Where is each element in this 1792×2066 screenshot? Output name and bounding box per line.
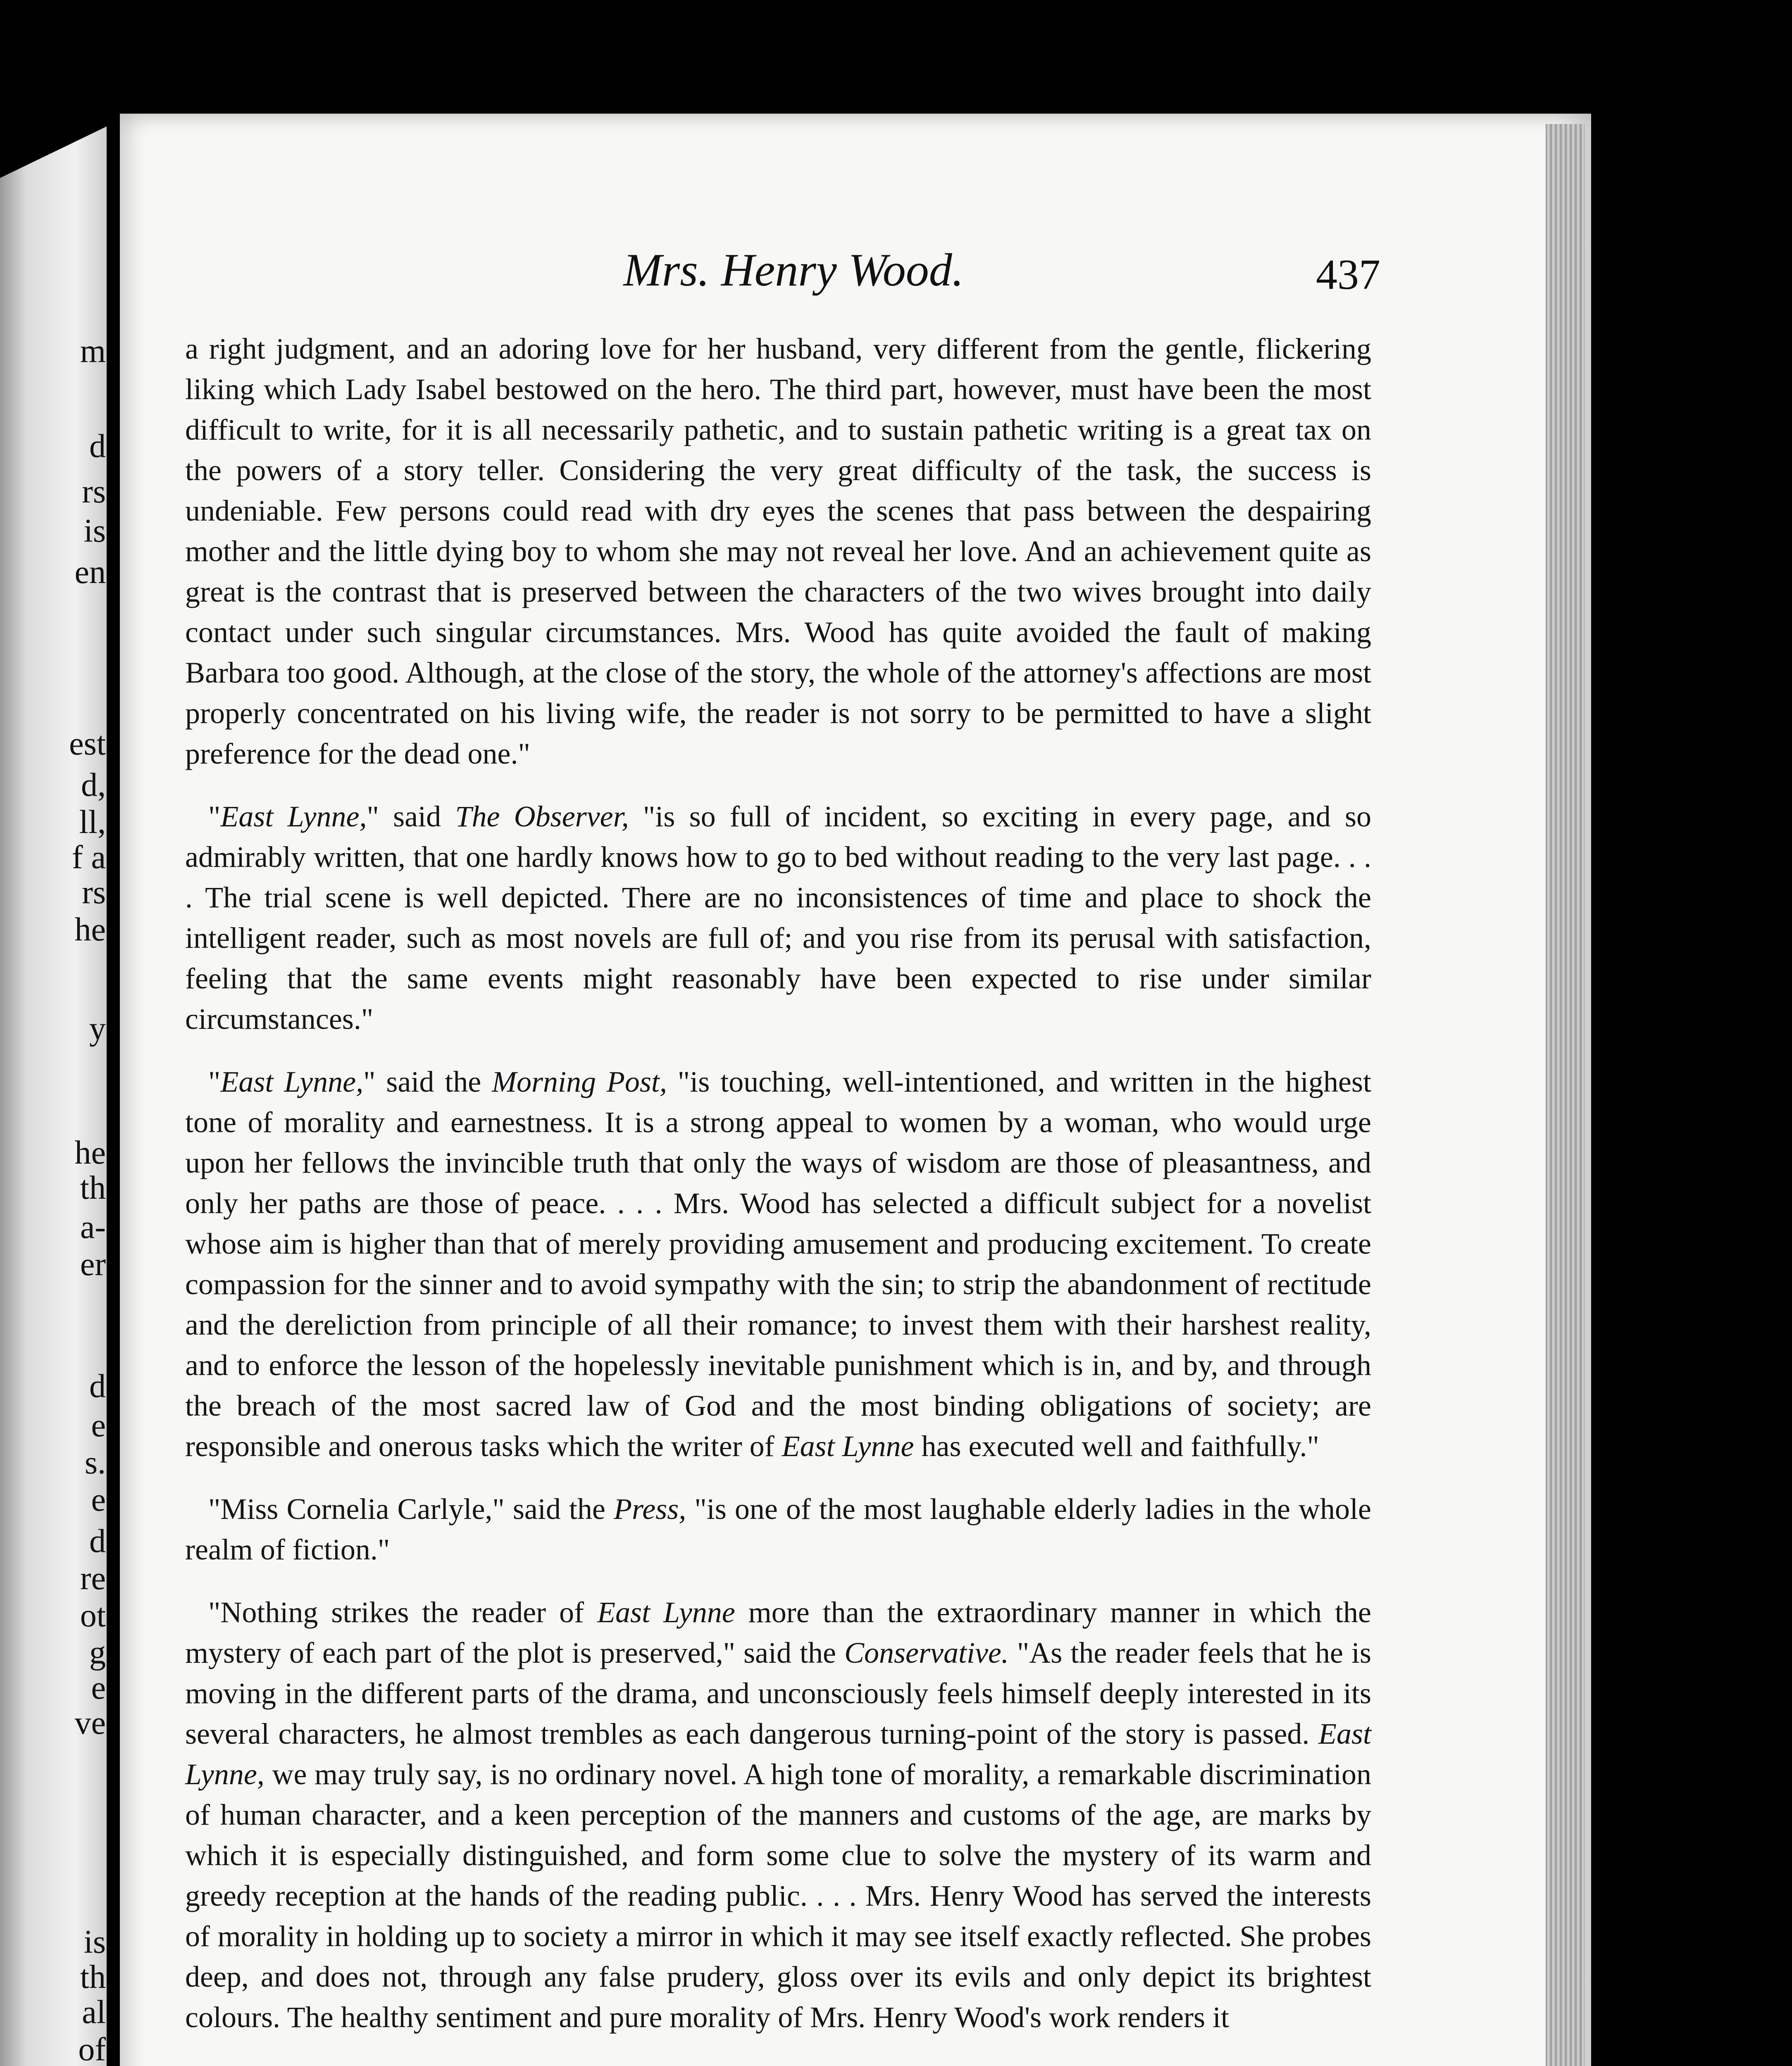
left-page-fragment: d — [89, 1368, 106, 1404]
text-run: more than the extraordinary manner in which the mystery of each part of the plot is preserved," said the — [185, 1596, 1372, 1669]
paragraph — [185, 1592, 1371, 2037]
italic-title: The Observer, — [455, 800, 629, 833]
left-page-fragment: rs — [82, 874, 106, 911]
left-page-fragment: est — [69, 726, 106, 762]
paragraph — [185, 1062, 1371, 1466]
left-page-fragment: th — [80, 1170, 106, 1206]
paragraph — [185, 796, 1371, 1039]
left-page-fragment: d — [89, 1523, 106, 1559]
text-run: "Miss Cornelia Carlyle," said the — [208, 1492, 614, 1526]
left-page-fragment: m — [80, 333, 106, 369]
text-run: "Nothing strikes the reader of — [208, 1596, 597, 1629]
left-page-fragment: g — [89, 1635, 106, 1671]
left-page-fragment: d — [89, 428, 106, 464]
text-run: has executed well and faithfully." — [914, 1430, 1319, 1463]
left-page-fragment: ll, — [79, 804, 106, 840]
left-page-fragment: re — [80, 1560, 106, 1597]
left-page-fragment: he — [74, 1135, 106, 1171]
left-page-fragment: rs — [82, 474, 106, 510]
text-run: we may truly say, is no ordinary novel. A high tone of morality, a remarkable discrimination of human character, and a keen perception of the manners and customs of the age, are marks by which it is especially distinguished, and form some clue to solve the mystery of its warm and greedy reception at the hands of the reading public. . . . Mrs. Henry Wood has served the interests of morality in holding up to society a mirror in which it may see itself exactly reflected. She probes deep, and does not, through any false prudery, gloss over its evils and only depict its brightest colours. The healthy sentiment and pure morality of Mrs. Henry Wood's work renders it — [185, 1758, 1371, 2034]
text-run: "is touching, well-intentioned, and written in the highest tone of morality and earnestness. It is a strong appeal to women by a woman, who would urge upon her fellows the invincible truth that only the ways of wisdom are those of pleasantness, and only her paths are those of peace. . . . Mrs. Wood has selected a difficult subject for a novelist whose aim is higher than that of merely providing amusement and producing excitement. To create compassion for the sinner and to avoid sympathy with the sin; to strip the abandonment of rectitude and the dereliction from principle of all their romance; to invest them with their harshest reality, and to enforce the lesson of the hopelessly inevitable punishment which is in, and by, and through the breach of the most sacred law of God and the most binding obligations of society; are responsible and onerous tasks which the writer of — [185, 1065, 1372, 1463]
text-run: a right judgment, and an adoring love for her husband, very different from the gentle, flickering liking which Lady Isabel bestowed on the hero. The third part, however, must have been the most difficult to write, for it is all necessarily pathetic, and to sustain pathetic writing is a great tax on the powers of a story teller. Considering the very great difficulty of the task, the success is undeniable. Few persons could read with dry eyes the scenes that pass between the despairing mother and the little dying boy to whom she may not reveal her love. And an achievement quite as great is the contrast that is preserved between the characters of the two wives brought into daily contact under such singular circumstances. Mrs. Wood has quite avoided the fault of making Barbara too good. Although, at the close of the story, the whole of the attorney's affections are most properly concentrated on his living wife, the reader is not sorry to be permitted to have a slight preference for the dead one." — [185, 332, 1371, 770]
italic-title: Conservative. — [844, 1636, 1009, 1669]
left-page-fragment: f a — [71, 839, 106, 876]
left-page-fragment: ot — [80, 1597, 106, 1634]
left-page-fragment: is — [83, 513, 106, 549]
text-run: " — [208, 800, 221, 833]
left-page-fragment: d, — [81, 767, 106, 803]
italic-title: Press, — [613, 1492, 686, 1526]
left-page-fragment: of — [78, 2031, 106, 2066]
text-run: "As the reader feels that he is moving in the different parts of the drama, and unconsciously feels himself deeply interested in its several characters, he almost trembles as each dangerous turning-point of the story is passed. — [185, 1636, 1371, 1750]
italic-title: East Lynne, — [220, 800, 367, 833]
left-page-fragment: e — [91, 1482, 106, 1518]
italic-title: East Lynne, — [220, 1065, 364, 1098]
left-page-fragment: s. — [84, 1445, 106, 1481]
text-run: "is one of the most laughable elderly ladies in the whole realm of fiction." — [185, 1492, 1371, 1566]
page-stack-edge — [1546, 124, 1585, 2066]
left-page-fragment: e — [91, 1407, 106, 1444]
paragraph — [185, 328, 1371, 774]
italic-title: East Lynne — [597, 1596, 735, 1629]
left-page-fragment: en — [74, 554, 106, 590]
italic-title: East Lynne — [782, 1430, 914, 1463]
text-run: " said the — [363, 1065, 492, 1098]
left-page-edge — [0, 126, 107, 2066]
left-page-fragment: ve — [74, 1705, 106, 1741]
body-text — [185, 328, 1371, 2060]
text-run: "is so full of incident, so exciting in every page, and so admirably written, that one hardly knows how to go to bed without reading to the very last page. . . . The trial scene is well depicted. There are no inconsistences of time and place to shock the intelligent reader, such as most novels are full of; and you rise from its perusal with satisfaction, feeling that the same events might reasonably have been expected to rise under similar circumstances." — [185, 800, 1371, 1035]
italic-title: Morning Post, — [492, 1065, 667, 1098]
text-run: " — [208, 1065, 221, 1098]
left-page-fragment: al — [82, 1994, 106, 2030]
page-number: 437 — [1316, 251, 1380, 298]
left-page-fragment: th — [80, 1959, 106, 1995]
left-page-fragment: e — [91, 1670, 106, 1706]
text-run: " said — [367, 800, 455, 833]
left-page-fragment: er — [80, 1246, 106, 1283]
left-page-fragment: a- — [80, 1209, 106, 1245]
left-page-fragment: he — [74, 912, 106, 948]
italic-title: East Lynne, — [185, 1717, 1371, 1791]
left-page-fragment: y — [89, 1011, 106, 1047]
left-page-fragment: is — [83, 1924, 106, 1960]
paragraph — [185, 1489, 1371, 1570]
running-head: Mrs. Henry Wood. — [623, 245, 964, 296]
